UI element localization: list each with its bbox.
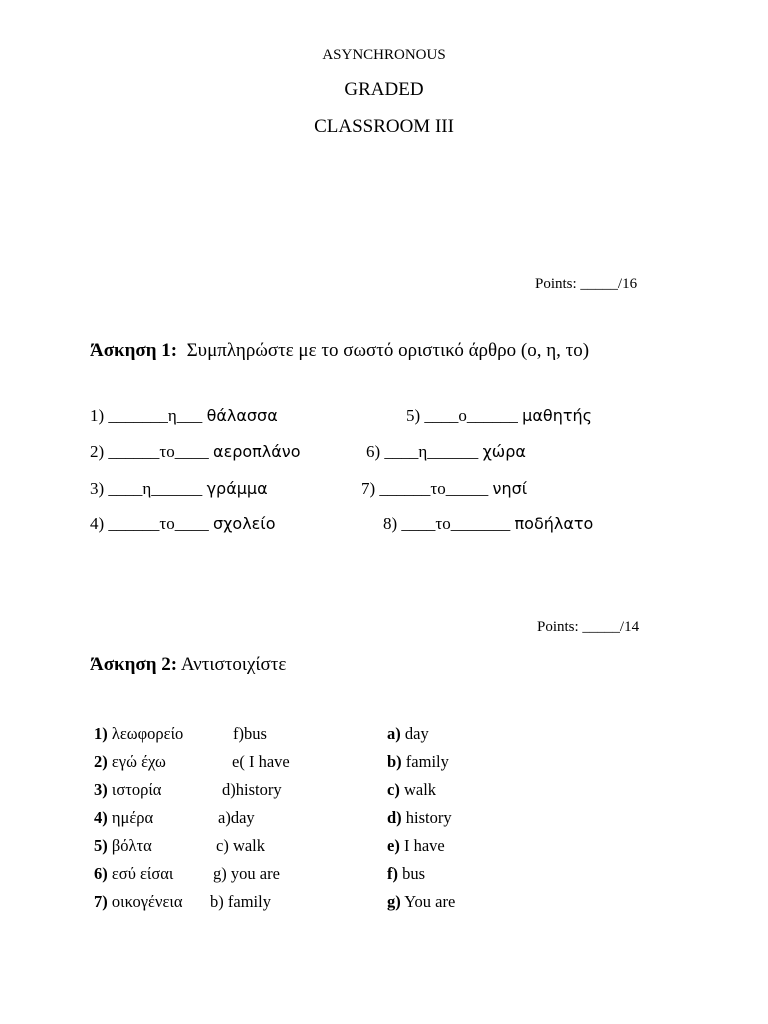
- item-number: 1): [90, 406, 105, 425]
- item-text: history: [405, 808, 452, 827]
- exercise2-title-label: Άσκηση 2:: [90, 654, 178, 675]
- item-word: βόλτα: [111, 836, 152, 855]
- item-word: γράμμα: [206, 479, 268, 498]
- match-left-item: [94, 866, 173, 883]
- header-line-3: CLASSROOM III: [314, 116, 454, 137]
- match-answer: e( I have: [232, 752, 290, 771]
- item-number: 2): [90, 442, 105, 461]
- match-right-item: [387, 810, 452, 827]
- item-text: walk: [403, 780, 437, 799]
- exercise1-item: [90, 407, 278, 424]
- item-blank: ______το____: [108, 514, 209, 533]
- item-word: χώρα: [482, 442, 526, 461]
- item-word: ποδήλατο: [514, 514, 594, 533]
- exercise1-item: [361, 480, 527, 497]
- exercise1-item: [90, 515, 276, 532]
- item-word: λεωφορείο: [111, 724, 184, 743]
- item-blank: ____ο______: [424, 406, 518, 425]
- match-right-item: [387, 866, 425, 883]
- item-number: 3): [94, 780, 108, 799]
- item-letter: d): [387, 808, 402, 827]
- match-left-item: [94, 726, 183, 743]
- exercise1-points: Points: _____/16: [535, 276, 638, 292]
- match-right-item: [387, 782, 436, 799]
- item-number: 7): [361, 479, 376, 498]
- match-answer: d)history: [222, 780, 282, 799]
- item-number: 5): [406, 406, 421, 425]
- item-number: 8): [383, 514, 398, 533]
- match-left-item: [94, 782, 161, 799]
- item-blank: ____η______: [108, 479, 203, 498]
- item-number: 6): [366, 442, 381, 461]
- item-text: You are: [404, 892, 456, 911]
- item-number: 6): [94, 864, 108, 883]
- item-number: 1): [94, 724, 108, 743]
- match-left-item: [94, 894, 182, 911]
- exercise2-points: Points: _____/14: [537, 619, 640, 635]
- item-number: 2): [94, 752, 108, 771]
- header-line-1: ASYNCHRONOUS: [322, 47, 446, 63]
- match-answer: c) walk: [216, 836, 266, 855]
- item-number: 3): [90, 479, 105, 498]
- item-word: σχολείο: [213, 514, 276, 533]
- item-number: 4): [90, 514, 105, 533]
- item-word: αεροπλάνο: [213, 442, 301, 461]
- item-letter: g): [387, 892, 401, 911]
- item-blank: ______το____: [108, 442, 209, 461]
- item-word: μαθητής: [522, 406, 592, 425]
- item-letter: e): [387, 836, 400, 855]
- item-blank: ______το_____: [379, 479, 489, 498]
- match-answer: b) family: [210, 892, 271, 911]
- item-word: οικογένεια: [111, 892, 183, 911]
- match-answer: f)bus: [233, 724, 267, 743]
- exercise1-item: [366, 443, 526, 460]
- match-answer: g) you are: [213, 864, 280, 883]
- match-answer: a)day: [218, 808, 255, 827]
- item-text: family: [405, 752, 449, 771]
- exercise1-item: [383, 515, 593, 532]
- item-word: εγώ έχω: [111, 752, 166, 771]
- item-number: 5): [94, 836, 108, 855]
- item-letter: a): [387, 724, 401, 743]
- header-line-2: GRADED: [344, 79, 424, 100]
- item-blank: ____το_______: [401, 514, 511, 533]
- exercise2-instructions: Αντιστοιχίστε: [180, 654, 287, 675]
- item-letter: c): [387, 780, 400, 799]
- item-word: ημέρα: [111, 808, 154, 827]
- item-word: ιστορία: [111, 780, 162, 799]
- match-right-item: [387, 838, 445, 855]
- item-word: θάλασσα: [206, 406, 278, 425]
- item-letter: f): [387, 864, 398, 883]
- match-right-item: [387, 726, 429, 743]
- match-right-item: [387, 754, 449, 771]
- item-blank: _______η___: [108, 406, 203, 425]
- exercise1-instructions: Συμπληρώστε με το σωστό οριστικό άρθρο (ο, η, το): [186, 340, 590, 361]
- item-text: day: [404, 724, 429, 743]
- item-number: 7): [94, 892, 108, 911]
- exercise1-item: [90, 443, 301, 460]
- item-word: εσύ είσαι: [111, 864, 174, 883]
- exercise1-heading: [90, 341, 589, 360]
- item-word: νησί: [492, 479, 528, 498]
- item-text: bus: [402, 864, 426, 883]
- exercise2-heading: [90, 655, 286, 674]
- exercise1-item: [90, 480, 268, 497]
- match-left-item: [94, 838, 152, 855]
- match-right-item: [387, 894, 455, 911]
- exercise1-item: [406, 407, 592, 424]
- exercise1-title-label: Άσκηση 1:: [90, 340, 178, 361]
- match-left-item: [94, 810, 153, 827]
- match-left-item: [94, 754, 166, 771]
- item-text: I have: [403, 836, 445, 855]
- item-number: 4): [94, 808, 108, 827]
- item-blank: ____η______: [384, 442, 479, 461]
- item-letter: b): [387, 752, 402, 771]
